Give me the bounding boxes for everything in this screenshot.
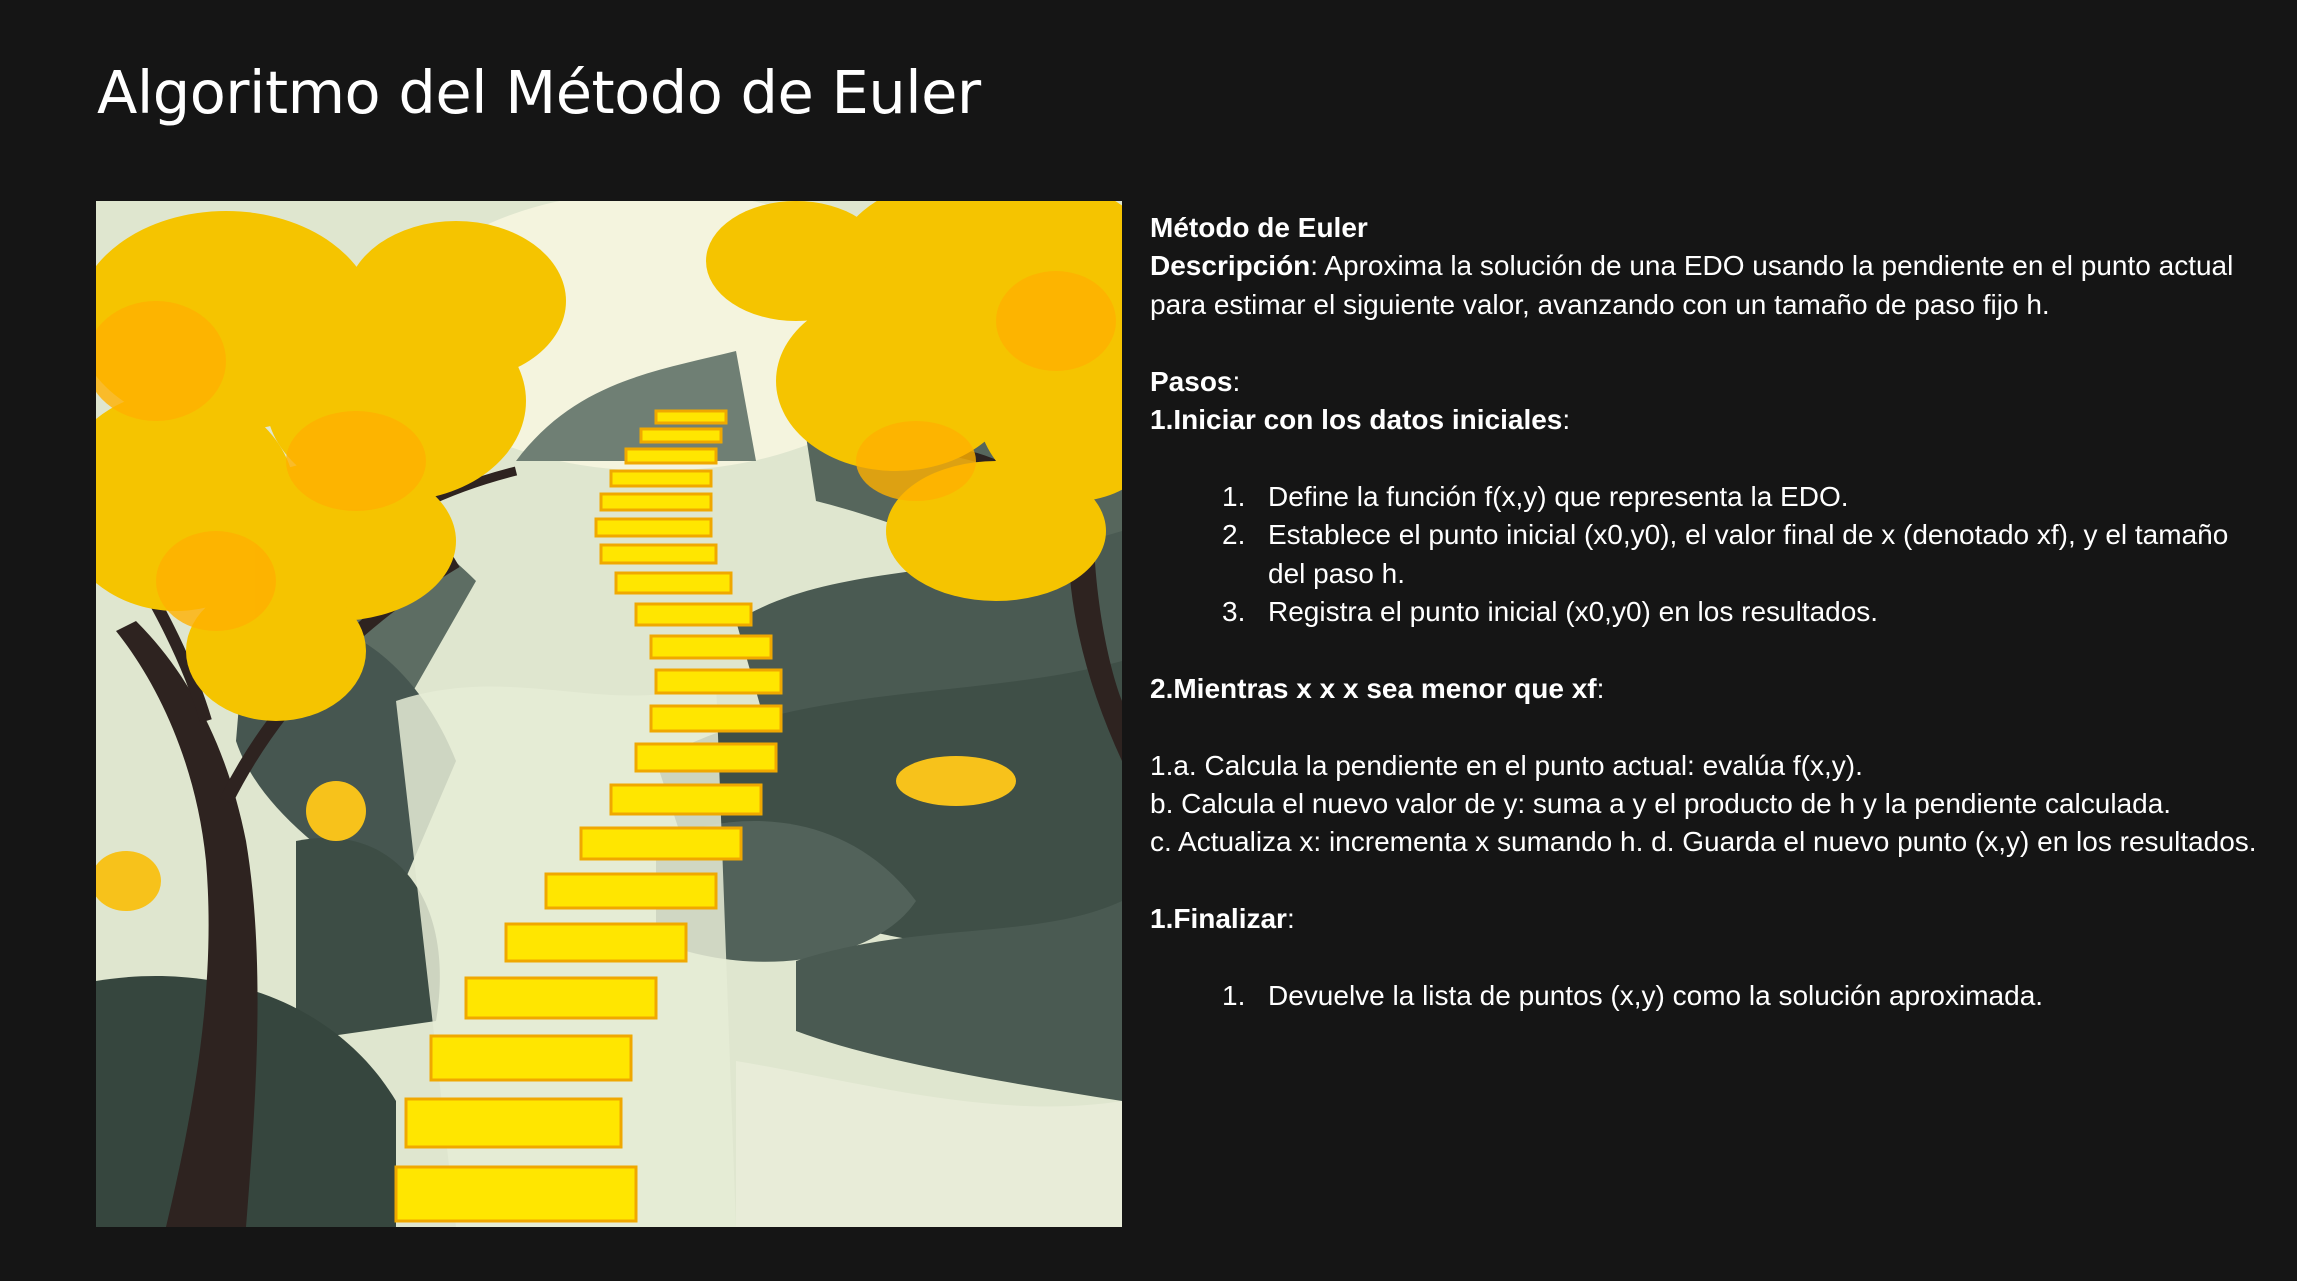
slide-title: Algoritmo del Método de Euler xyxy=(97,58,981,127)
list-number: 1. xyxy=(1222,980,1246,1012)
section3-colon: : xyxy=(1286,903,1295,935)
method-heading: Método de Euler xyxy=(1150,212,1368,243)
section2-label: 2.Mientras x x x sea menor que xf xyxy=(1150,672,1597,704)
euler-method-description xyxy=(1150,209,2260,1015)
section2-line: c. Actualiza x: incrementa x sumando h. d. Guarda el nuevo punto (x,y) en los resultados. xyxy=(1150,826,2257,858)
steps-colon: : xyxy=(1232,365,1241,397)
section3-list xyxy=(1150,977,2260,1015)
golden-staircase-image xyxy=(96,201,1122,1227)
description-text: : Aproxima la solución de una EDO usando la pendiente en el punto actual para estimar el siguiente valor, avanzando con un tamaño de paso fijo h. xyxy=(1150,250,2234,320)
list-number: 1. xyxy=(1222,480,1246,512)
list-text: Registra el punto inicial (x0,y0) en los resultados. xyxy=(1268,596,1879,628)
section1-colon: : xyxy=(1562,404,1571,436)
list-item xyxy=(1150,593,2260,631)
section2-line: 1.a. Calcula la pendiente en el punto actual: evalúa f(x,y). xyxy=(1150,749,1863,781)
steps-label: Pasos xyxy=(1150,365,1233,397)
list-number: 3. xyxy=(1222,596,1246,628)
description-label: Descripción xyxy=(1150,250,1311,282)
section1-label: 1.Iniciar con los datos iniciales xyxy=(1150,404,1563,436)
section1-list xyxy=(1150,478,2260,632)
list-text: Establece el punto inicial (x0,y0), el valor final de x (denotado xf), y el tamaño del paso h. xyxy=(1268,519,2229,589)
list-item xyxy=(1150,478,2260,516)
list-number: 2. xyxy=(1222,519,1246,551)
list-item xyxy=(1150,516,2260,593)
section3-label: 1.Finalizar xyxy=(1150,903,1287,935)
list-item xyxy=(1150,977,2260,1015)
section2-colon: : xyxy=(1596,672,1605,704)
list-text: Devuelve la lista de puntos (x,y) como la solución aproximada. xyxy=(1268,980,2044,1012)
list-text: Define la función f(x,y) que representa la EDO. xyxy=(1268,480,1849,512)
stairway-illustration xyxy=(96,201,1122,1227)
section2-line: b. Calcula el nuevo valor de y: suma a y el producto de h y la pendiente calculada. xyxy=(1150,788,2172,820)
